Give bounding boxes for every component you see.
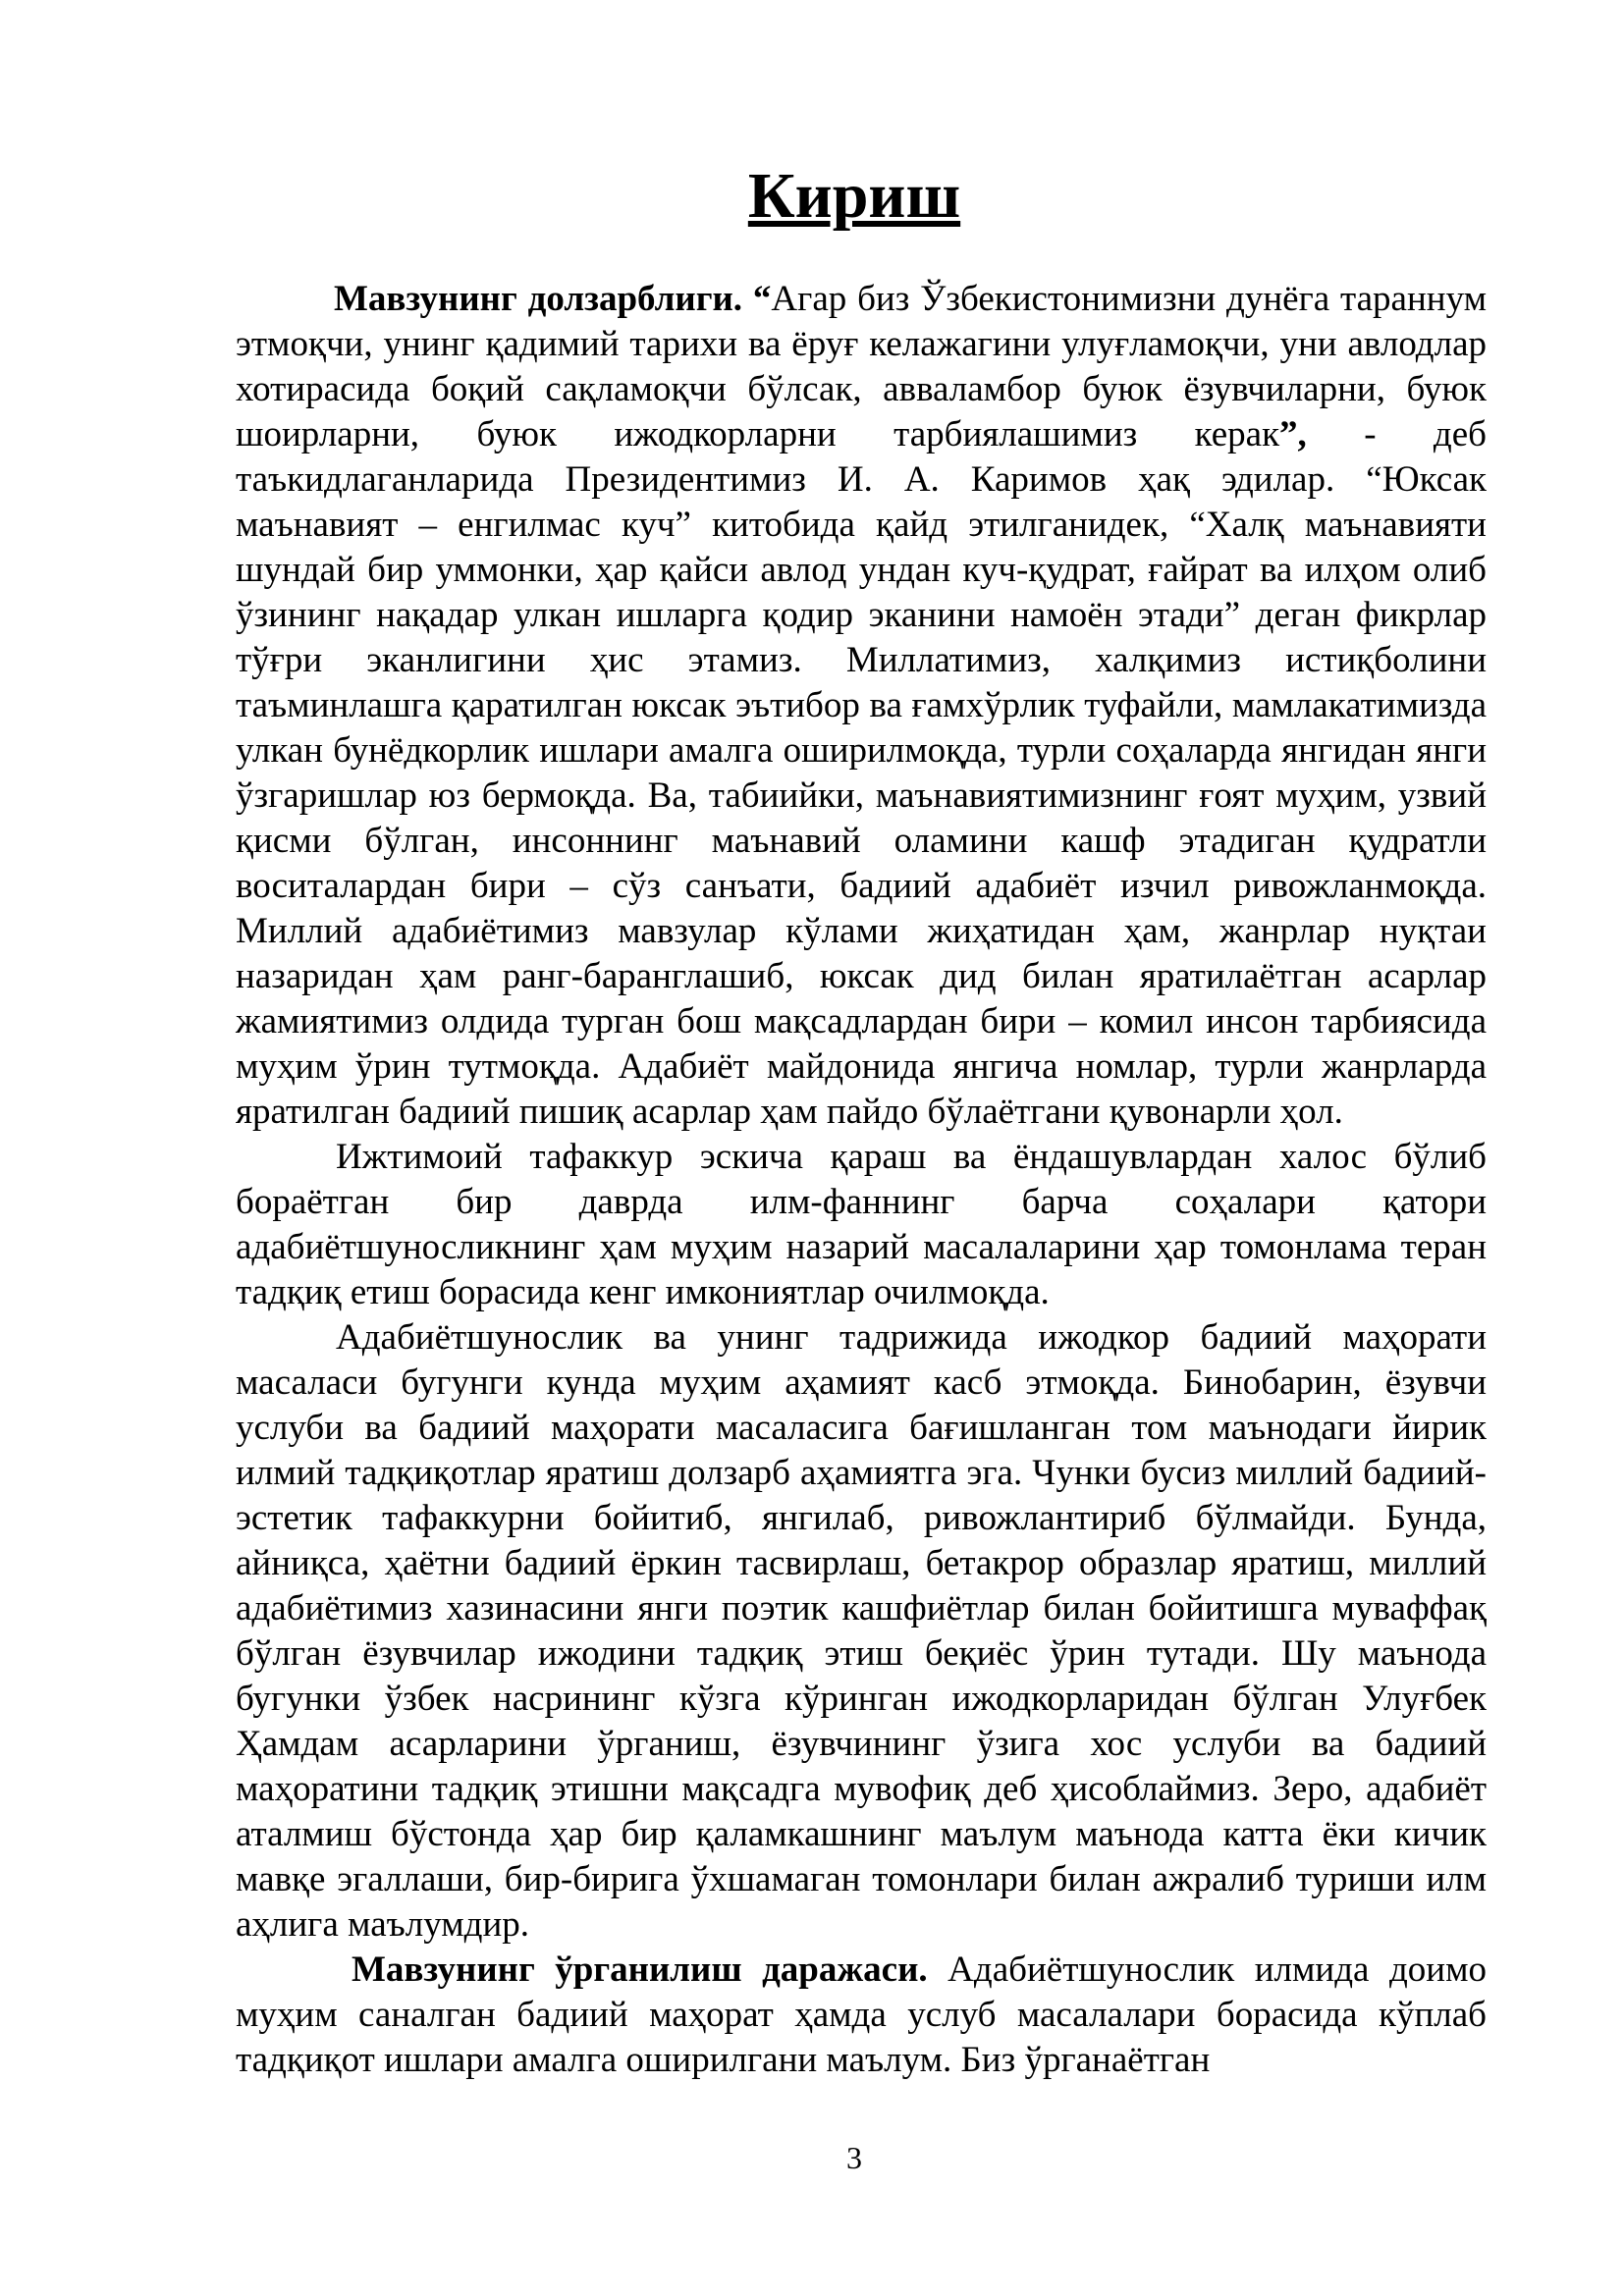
study-degree-heading: Мавзунинг ўрганилиш даражаси. — [352, 1949, 928, 1990]
quote-open: “ — [742, 279, 772, 319]
relevance-heading: Мавзунинг долзарблиги. — [334, 279, 743, 319]
paragraph-literary-studies: Адабиётшунослик ва унинг тадрижида ижодкор бадиий маҳорати масаласи бугунги кунда муҳим аҳамият касб этмоқда. Бинобарин, ёзувчи услуби ва бадиий маҳорати масаласига бағишланган том маънодаги йирик илмий тадқиқотлар яратиш долзарб аҳамиятга эга. Чунки бусиз миллий бадиий-эстетик тафаккурни бойитиб, янгилаб, ривожлантириб бўлмайди. Бунда, айниқса, ҳаётни бадиий ёркин тасвирлаш, бетакрор образлар яратиш, миллий адабиётимиз хазинасини янги поэтик кашфиётлар билан бойитишга муваффақ бўлган ёзувчилар ижодини тадқиқ этиш беқиёс ўрин тутади. Шу маънода бугунки ўзбек насрининг кўзга кўринган ижодкорларидан бўлган Улуғбек Ҳамдам асарларини ўрганиш, ёзувчининг ўзига хос услуби ва бадиий маҳоратини тадқиқ этишни мақсадга мувофиқ деб ҳисоблаймиз. Зеро, адабиёт аталмиш бўстонда ҳар бир қаламкашнинг маълум маънода катта ёки кичик мавқе эгаллаши, бир-бирига ўхшамаган томонлари билан ажралиб туриши илм аҳлига маълумдир. — [236, 1317, 1487, 1945]
paragraph-social-thinking: Ижтимоий тафаккур эскича қараш ва ёндашувлардан халос бўлиб бораётган бир даврда илм-фаннинг барча соҳалари қатори адабиётшуносликнинг ҳам муҳим назарий масалаларини ҳар томонлама теран тадқиқ етиш борасида кенг имкониятлар очилмоқда. — [236, 1137, 1487, 1312]
body-text — [236, 277, 1487, 2083]
relevance-text: - деб таъкидлаганларида Президентимиз И. А. Каримов ҳақ эдилар. “Юксак маънавият – енгилмас куч” китобида қайд этилганидек, “Халқ маънавияти шундай бир уммонки, ҳар қайси авлод ундан куч-қудрат, ғайрат ва илҳом олиб ўзининг нақадар улкан ишларга қодир эканини намоён этади” деган фикрлар тўғри эканлигини ҳис этамиз. Миллатимиз, халқимиз истиқболини таъминлашга қаратилган юксак эътибор ва ғамхўрлик туфайли, мамлакатимизда улкан бунёдкорлик ишлари амалга оширилмоқда, турли соҳаларда янгидан янги ўзгаришлар юз бермоқда. Ва, табиийки, маънавиятимизнинг ғоят муҳим, узвий қисми бўлган, инсоннинг маънавий оламини кашф этадиган қудратли воситалардан бири – сўз санъати, бадиий адабиёт изчил ривожланмоқда. Миллий адабиётимиз мавзулар кўлами жиҳатидан ҳам, жанрлар нуқтаи назаридан ҳам ранг-баранглашиб, юксак дид билан яратилаётган асарлар жамиятимиз олдида турган бош мақсадлардан бири – комил инсон тарбиясида муҳим ўрин тутмоқда. Адабиёт майдонида янгича номлар, турли жанрларда яратилган бадиий пишиқ асарлар ҳам пайдо бўлаётгани қувонарли ҳол. — [236, 414, 1487, 1132]
paragraph-relevance — [236, 277, 1487, 1135]
page-title: Кириш — [747, 160, 961, 232]
paragraph-study-degree — [236, 1948, 1487, 2083]
quote-close: ”, — [1279, 414, 1307, 454]
study-degree-text: Адабиётшунослик илмида доимо муҳим саналган бадиий маҳорат ҳамда услуб масалалари борасида кўплаб тадқиқот ишлари амалга оширилгани маълум. Биз ўрганаётган — [236, 1949, 1487, 2080]
page-number: 3 — [846, 2140, 862, 2175]
president-quote: Агар биз Ўзбекистонимизни дунёга тараннум этмоқчи, унинг қадимий тарихи ва ёруғ келажагини улуғламоқчи, уни авлодлар хотирасида боқий сақламоқчи бўлсак, авваламбор буюк ёзувчиларни, буюк шоирларни, буюк ижодкорларни тарбиялашимиз керак — [236, 279, 1488, 454]
